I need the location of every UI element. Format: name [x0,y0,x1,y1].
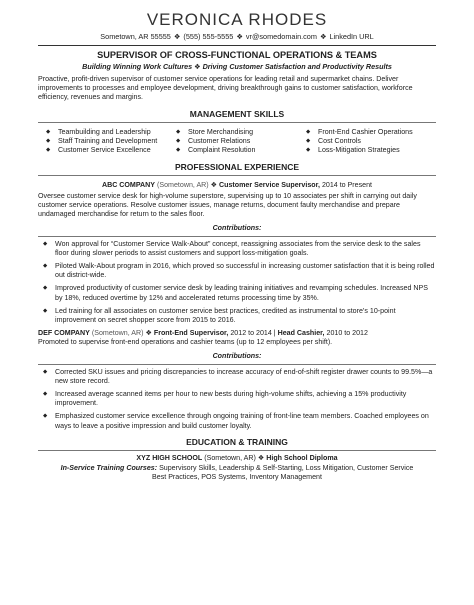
separator-icon: ❖ [257,453,265,462]
contact-phone: (555) 555-5555 [183,32,234,41]
skill-item: ◆ Cost Controls [306,137,436,146]
job2-location: (Sometown, AR) [91,329,144,338]
contribution-item: ◆ Piloted Walk-About program in 2016, which proved so successful in increasing customer satisfaction that it is being rolled out district-wide. [38,262,436,280]
job1-location: (Sometown, AR) [157,180,209,189]
job2-contributions-divider [38,364,436,365]
job1-role: Customer Service Supervisor, [219,180,320,189]
summary-paragraph: Proactive, profit-driven supervisor of customer service operations for leading retail and supermarket chains. Deliver improvements to processes and employee development, driving breakthrough gains to customer satisfaction, workforce efficiency, revenues and margins. [38,75,413,102]
contact-linkedin[interactable]: LinkedIn URL [329,32,374,41]
separator-icon: ❖ [145,329,152,338]
experience-divider [38,175,436,176]
education-line [38,454,436,463]
job2-role-2: Head Cashier, [277,329,325,338]
skills-column-1 [46,128,176,156]
experience-section-title: PROFESSIONAL EXPERIENCE [174,161,300,172]
skill-item: ◆ Customer Relations [176,137,306,146]
contribution-item: ◆ Emphasized customer service excellence through ongoing training of front-line team members. Coached employees on ways to leave a positive impression and build customer loyalty. [38,412,436,430]
skill-item: ◆ Teambuilding and Leadership [46,128,176,137]
contribution-item: ◆ Improved productivity of customer service desk by leading training initiatives and revamping schedules. Increased NPS by 18%, reduced overtime by 12% and accelerated returns processing time by 35%. [38,284,436,302]
headline-title: SUPERVISOR OF CROSS-FUNCTIONAL OPERATIONS & TEAMS [97,50,377,60]
skills-divider [38,122,436,123]
job2-role-1: Front-End Supervisor, [153,329,229,338]
contact-location: Sometown, AR 55555 [100,32,171,41]
education-divider [38,450,436,451]
skill-item: ◆ Store Merchandising [176,128,306,137]
skill-item: ◆ Front-End Cashier Operations [306,128,436,137]
skills-column-3 [306,128,436,156]
separator-icon: ❖ [236,32,243,41]
job2-contributions-title: Contributions: [212,351,262,360]
job1-contributions-title: Contributions: [212,223,262,232]
contribution-item: ◆ Led training for all associates on customer service best practices, credited as instrumental to store’s 10-point improvement on secret shopper score from 2015 to 2016. [38,307,436,325]
candidate-name: VERONICA RHODES [146,10,328,29]
skills-column-2 [176,128,306,156]
inservice-courses-line2: Best Practices, POS Systems, Inventory Management [152,473,322,482]
job2-pipe: | [273,329,276,338]
skill-item: ◆ Customer Service Excellence [46,146,176,155]
education-section-title: EDUCATION & TRAINING [186,436,288,447]
school-location: (Sometown, AR) [204,453,256,462]
separator-icon: ❖ [210,180,218,189]
inservice-courses-line1: Supervisory Skills, Leadership & Self-Starting, Loss Mitigation, Customer Service [159,464,414,473]
job1-contributions-list [38,240,436,326]
diploma-name: High School Diploma [266,453,338,462]
job1-contributions-divider [38,236,436,237]
job2-company: DEF COMPANY [38,329,90,338]
headline-subtitle: Building Winning Work Cultures ❖ Driving Customer Satisfaction and Productivity Results [82,62,392,71]
job1-description: Oversee customer service desk for high-volume superstore, supervising up to 10 associates per shift in carrying out daily customer service operations. Resolve customer issues, manage returns, document faulty merchandise and prepare undamaged merchandise for return to the sales floor. [38,192,417,219]
contact-line [38,32,436,42]
job2-description: Promoted to supervise front-end operations and cashier teams (up to 12 employees per shift). [38,338,333,347]
skill-item: ◆ Complaint Resolution [176,146,306,155]
skill-item: ◆ Staff Training and Development [46,137,176,146]
header-divider [38,45,436,46]
inservice-training [38,464,436,482]
separator-icon: ❖ [319,32,327,41]
skills-section-title: MANAGEMENT SKILLS [189,108,285,119]
inservice-label: In-Service Training Courses: [60,464,158,473]
school-name: XYZ HIGH SCHOOL [136,453,203,462]
job2-contributions-list [38,368,436,431]
job1-company: ABC COMPANY [101,180,156,189]
separator-icon: ❖ [173,32,181,41]
job1-dates: 2014 to Present [321,180,373,189]
job2-heading [38,329,436,338]
skill-item: ◆ Loss-Mitigation Strategies [306,146,436,155]
contribution-item: ◆ Corrected SKU issues and pricing discrepancies to increase accuracy of end-of-shift register drawer counts to 99.5%—a new store record. [38,368,436,386]
skills-grid [46,128,436,156]
job2-dates-2: 2010 to 2012 [326,329,368,338]
job1-heading [38,181,436,190]
contribution-item: ◆ Won approval for “Customer Service Walk-About” concept, reassigning associates from the service desk to the sales floor during slower periods to assist customers and support loss-mitigation goals. [38,240,436,258]
job2-dates-1: 2012 to 2014 [230,329,272,338]
contact-email[interactable]: vr@somedomain.com [245,32,317,41]
contribution-item: ◆ Increased average scanned items per hour to new bests during high-volume shifts, achieving a 15% productivity improvement. [38,390,436,408]
